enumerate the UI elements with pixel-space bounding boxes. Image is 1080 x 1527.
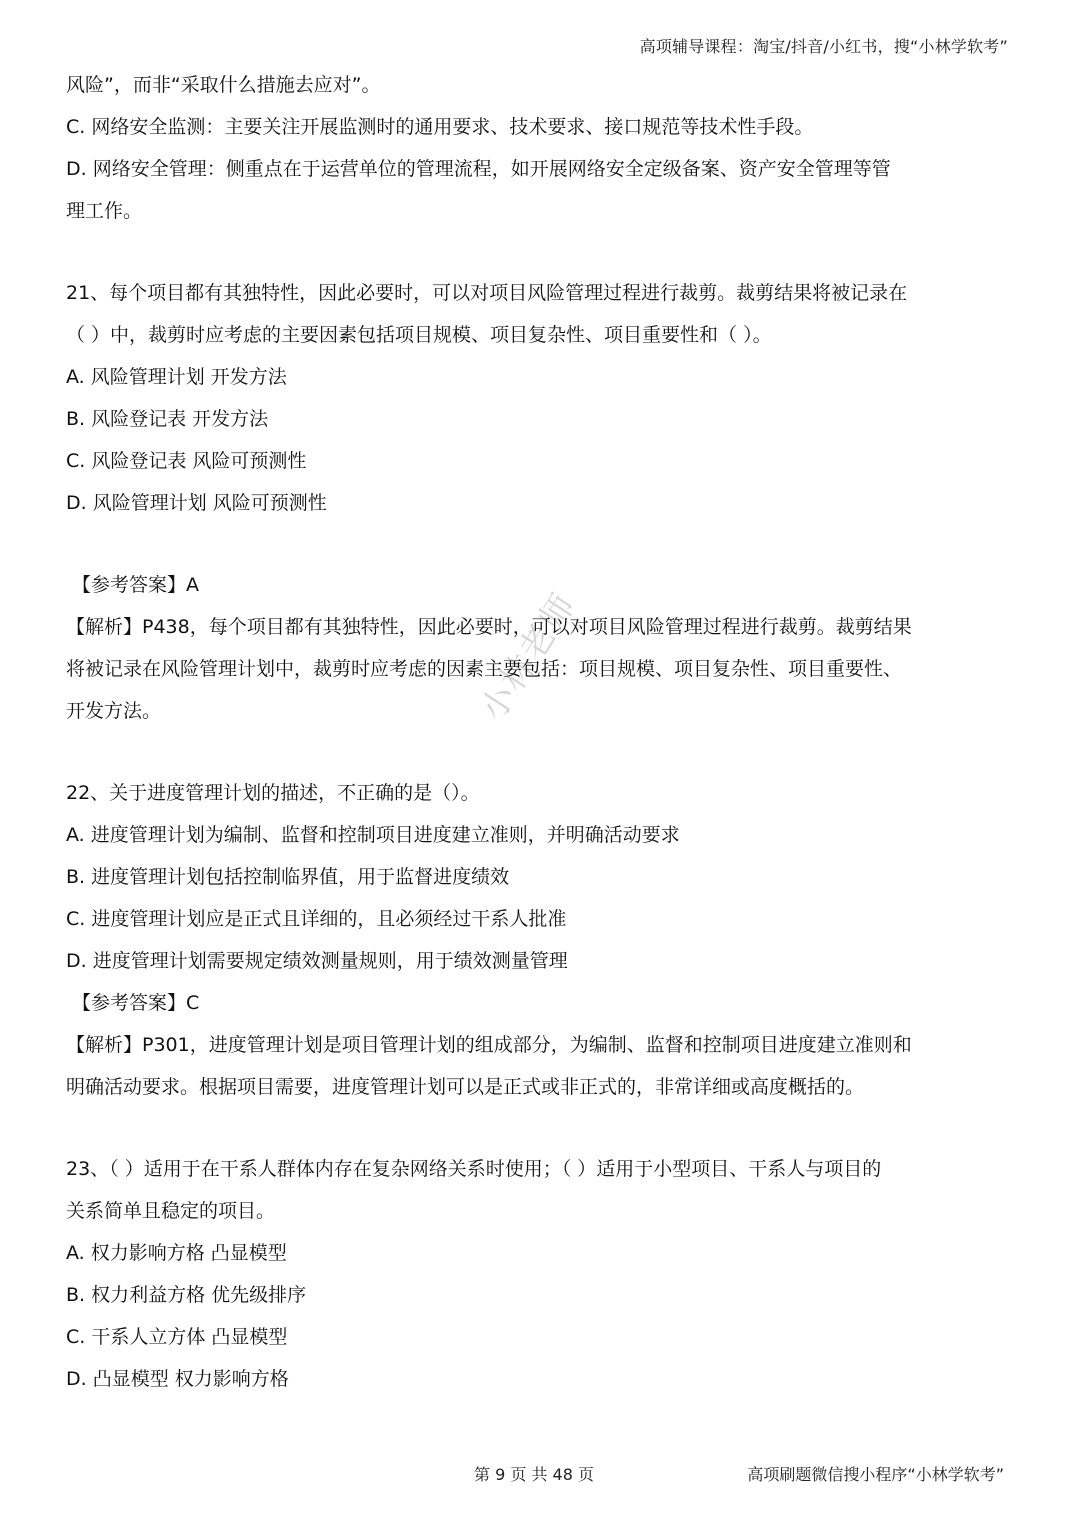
question-21-stem-line-1: 21、每个项目都有其独特性，因此必要时，可以对项目风险管理过程进行裁剪。裁剪结果将被记录在: [66, 282, 908, 304]
page-number: 第 9 页 共 48 页: [474, 1465, 594, 1484]
continuation-line-2: C. 网络安全监测：主要关注开展监测时的通用要求、技术要求、接口规范等技术性手段。: [66, 116, 814, 138]
question-22-analysis-line-2: 明确活动要求。根据项目需要，进度管理计划可以是正式或非正式的，非常详细或高度概括的。: [66, 1076, 865, 1098]
continuation-line-4: 理工作。: [66, 200, 143, 222]
question-21-option-b: B. 风险登记表 开发方法: [66, 408, 269, 430]
question-21-analysis-line-3: 开发方法。: [66, 700, 162, 722]
section-spacer: [66, 732, 1016, 772]
watermark-text: 小林老师: [472, 585, 585, 729]
question-23-stem-line-2: 关系简单且稳定的项目。: [66, 1200, 276, 1222]
question-22-option-c: C. 进度管理计划应是正式且详细的，且必须经过干系人批准: [66, 908, 567, 930]
question-23-option-c: C. 干系人立方体 凸显模型: [66, 1326, 288, 1348]
question-22-answer: 【参考答案】C: [72, 992, 200, 1014]
section-spacer: [66, 232, 1016, 272]
question-23-option-b: B. 权力利益方格 优先级排序: [66, 1284, 307, 1306]
question-21-stem-line-2: （ ）中，裁剪时应考虑的主要因素包括项目规模、项目复杂性、项目重要性和（ ）。: [66, 324, 772, 346]
question-23-option-a: A. 权力影响方格 凸显模型: [66, 1242, 287, 1264]
document-content: [66, 64, 1016, 1400]
question-21-analysis-line-2: 将被记录在风险管理计划中，裁剪时应考虑的因素主要包括：项目规模、项目复杂性、项目重要性、: [66, 658, 903, 680]
question-23-stem-line-1: 23、（ ）适用于在干系人群体内存在复杂网络关系时使用；（ ）适用于小型项目、干系人与项目的: [66, 1158, 882, 1180]
question-22-option-d: D. 进度管理计划需要规定绩效测量规则，用于绩效测量管理: [66, 950, 568, 972]
footer-promo-text: 高项刷题微信搜小程序“小林学软考”: [747, 1465, 1004, 1484]
question-22-option-b: B. 进度管理计划包括控制临界值，用于监督进度绩效: [66, 866, 510, 888]
question-22-analysis-line-1: 【解析】P301，进度管理计划是项目管理计划的组成部分，为编制、监督和控制项目进度建立准则和: [66, 1034, 912, 1056]
question-23-option-d: D. 凸显模型 权力影响方格: [66, 1368, 289, 1390]
question-22-stem: 22、关于进度管理计划的描述，不正确的是（）。: [66, 782, 480, 804]
question-21-analysis-line-1: 【解析】P438，每个项目都有其独特性，因此必要时，可以对项目风险管理过程进行裁剪。裁剪结果: [66, 616, 912, 638]
continuation-line-3: D. 网络安全管理：侧重点在于运营单位的管理流程，如开展网络安全定级备案、资产安全管理等管: [66, 158, 891, 180]
question-21-option-a: A. 风险管理计划 开发方法: [66, 366, 287, 388]
question-21-option-c: C. 风险登记表 风险可预测性: [66, 450, 307, 472]
question-22-option-a: A. 进度管理计划为编制、监督和控制项目进度建立准则，并明确活动要求: [66, 824, 680, 846]
question-21-option-d: D. 风险管理计划 风险可预测性: [66, 492, 327, 514]
page-header: 高项辅导课程：淘宝/抖音/小红书，搜“小林学软考”: [639, 37, 1008, 56]
section-spacer: [66, 1108, 1016, 1148]
section-spacer: [66, 524, 1016, 564]
continuation-line-1: 风险”，而非“采取什么措施去应对”。: [66, 74, 381, 96]
question-21-answer: 【参考答案】A: [72, 574, 199, 596]
